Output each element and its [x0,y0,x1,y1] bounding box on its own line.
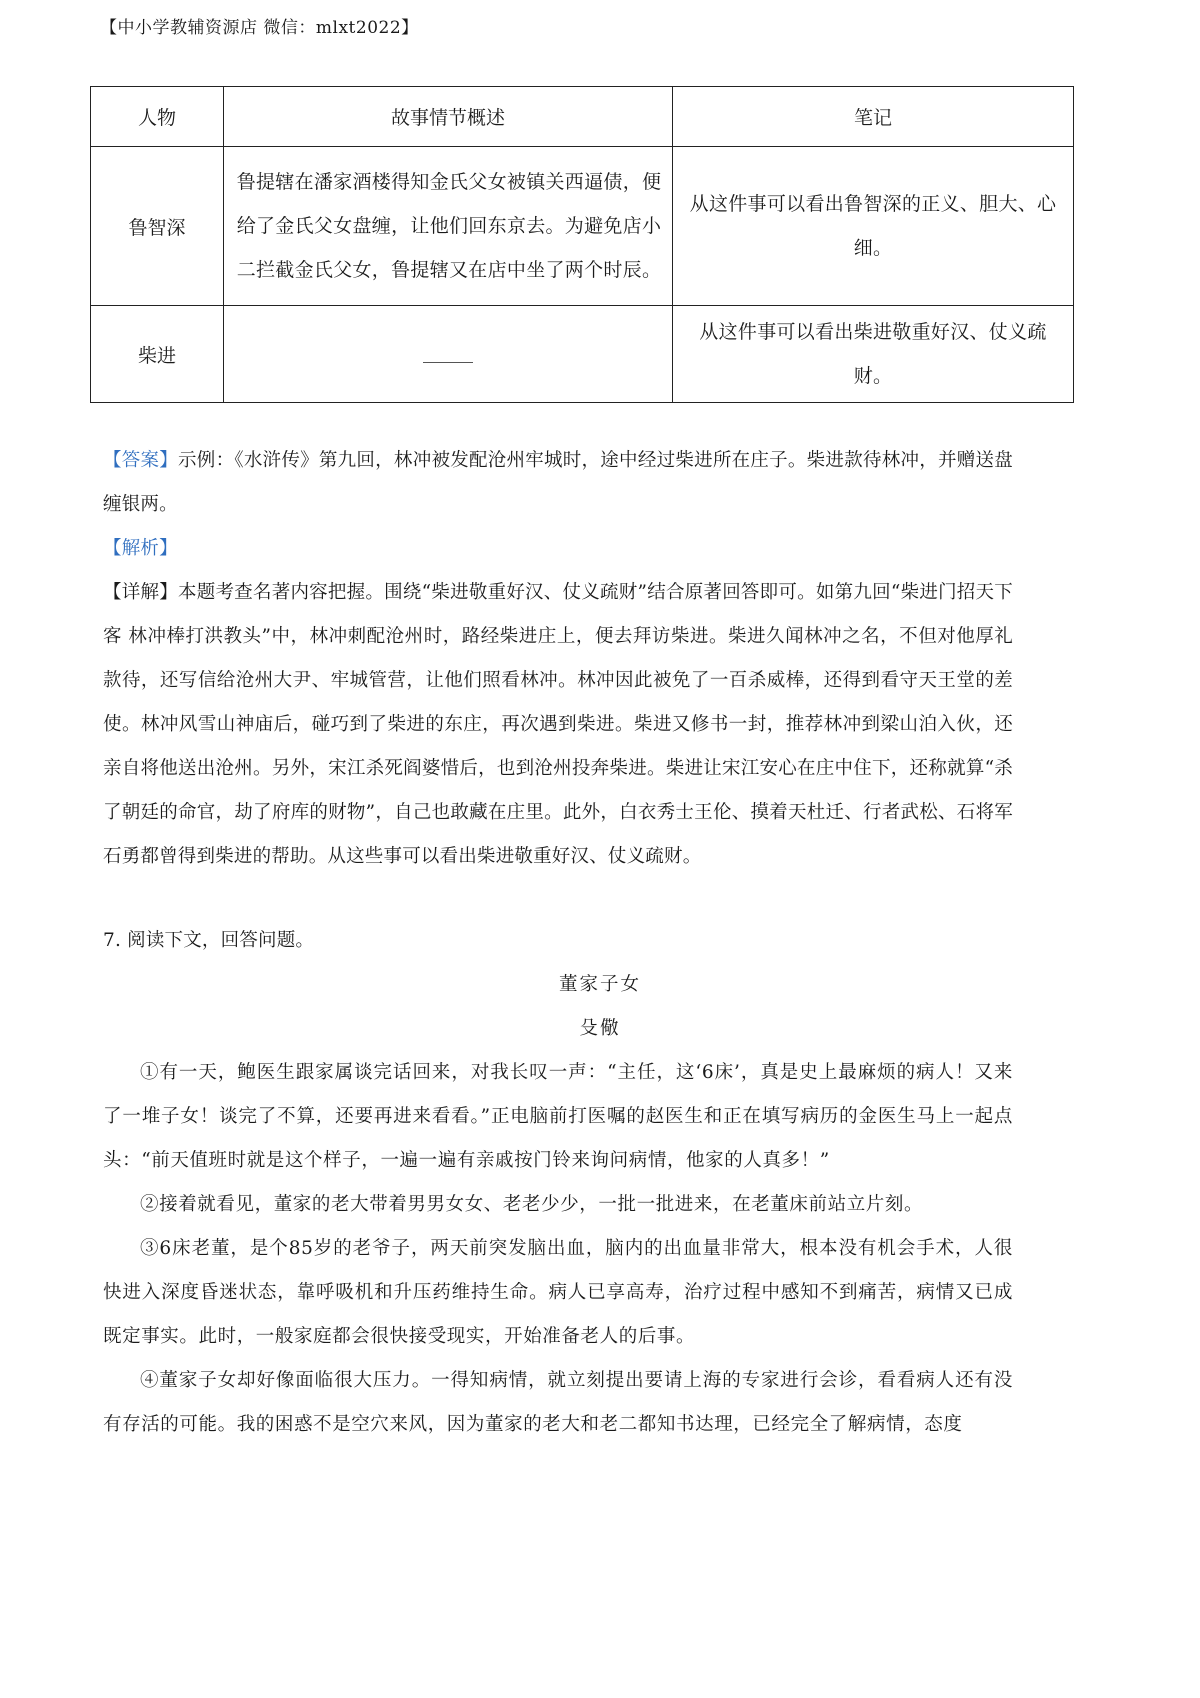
analysis-section [103,527,1013,571]
cell-plot-blank[interactable] [224,306,673,403]
table-row [91,147,1074,306]
article-paragraph-4: ④董家子女却好像面临很大压力。一得知病情，就立刻提出要请上海的专家进行会诊，看看病人还有没有存活的可能。我的困惑不是空穴来风，因为董家的老大和老二都知书达理，已经完全了解病情，态度 [103,1370,1013,1435]
column-header-plot: 故事情节概述 [224,87,673,147]
answer-section [103,439,1013,527]
article-paragraph-2: ②接着就看见，董家的老大带着男男女女、老老少少，一批一批进来，在老董床前站立片刻。 [140,1194,924,1215]
answer-label: 【答案】 [103,450,179,471]
detail-text: 本题考查名著内容把握。围绕“柴进敬重好汉、仗义疏财”结合原著回答即可。如第九回“柴进门招天下客 林冲棒打洪教头”中，林冲刺配沧州时，路经柴进庄上，便去拜访柴进。柴进久闻林冲之名，不但对他厚礼款待，还写信给沧州大尹、牢城管营，让他们照看林冲。林冲因此被免了一百杀威棒，还得到看守天王堂的差使。林冲风雪山神庙后，碰巧到了柴进的东庄，再次遇到柴进。柴进又修书一封，推荐林冲到梁山泊入伙，还亲自将他送出沧州。另外，宋江杀死阎婆惜后，也到沧州投奔柴进。柴进让宋江安心在庄中住下，还称就算“杀了朝廷的命官，劫了府库的财物”，自己也敢藏在庄里。此外，白衣秀士王伦、摸着天杜迁、行者武松、石将军石勇都曾得到柴进的帮助。从这些事可以看出柴进敬重好汉、仗义疏财。 [103,582,1013,867]
watermark-header: 【中小学教辅资源店 微信：mlxt2022】 [100,18,419,38]
reading-notes-table [90,86,1074,403]
detail-section [103,571,1013,879]
table-row [91,306,1074,403]
article-paragraph-3: ③6床老董，是个85岁的老爷子，两天前突发脑出血，脑内的出血量非常大，根本没有机会手术，人很快进入深度昏迷状态，靠呼吸机和升压药维持生命。病人已享高寿，治疗过程中感知不到痛苦，病情又已成既定事实。此时，一般家庭都会很快接受现实，开始准备老人的后事。 [103,1238,1013,1347]
analysis-label: 【解析】 [103,538,178,559]
cell-plot: 鲁提辖在潘家酒楼得知金氏父女被镇关西逼债，便给了金氏父女盘缠，让他们回东京去。为避免店小二拦截金氏父女，鲁提辖又在店中坐了两个时辰。 [224,147,673,306]
article-title: 董家子女 [558,974,641,995]
cell-note: 从这件事可以看出柴进敬重好汉、仗义疏财。 [673,306,1074,403]
column-header-character: 人物 [91,87,224,147]
cell-character: 鲁智深 [91,147,224,306]
question-prompt: 7. 阅读下文，回答问题。 [103,930,315,951]
article-paragraph-1: ①有一天，鲍医生跟家属谈完话回来，对我长叹一声：“主任，这‘6床’，真是史上最麻烦的病人！又来了一堆子女！谈完了不算，还要再进来看看。”正电脑前打医嘱的赵医生和正在填写病历的金医生马上一起点头：“前天值班时就是这个样子，一遍一遍有亲戚按门铃来询问病情，他家的人真多！” [103,1062,1013,1171]
detail-label: 【详解】 [103,582,178,603]
answer-text: 示例：《水浒传》第九回，林冲被发配沧州牢城时，途中经过柴进所在庄子。柴进款待林冲，并赠送盘缠银两。 [103,450,1013,515]
cell-character: 柴进 [91,306,224,403]
fill-in-blank[interactable] [423,348,473,363]
table-header-row [91,87,1074,147]
column-header-notes: 笔记 [673,87,1074,147]
article-author: 殳儆 [579,1018,621,1039]
cell-note: 从这件事可以看出鲁智深的正义、胆大、心细。 [673,147,1074,306]
